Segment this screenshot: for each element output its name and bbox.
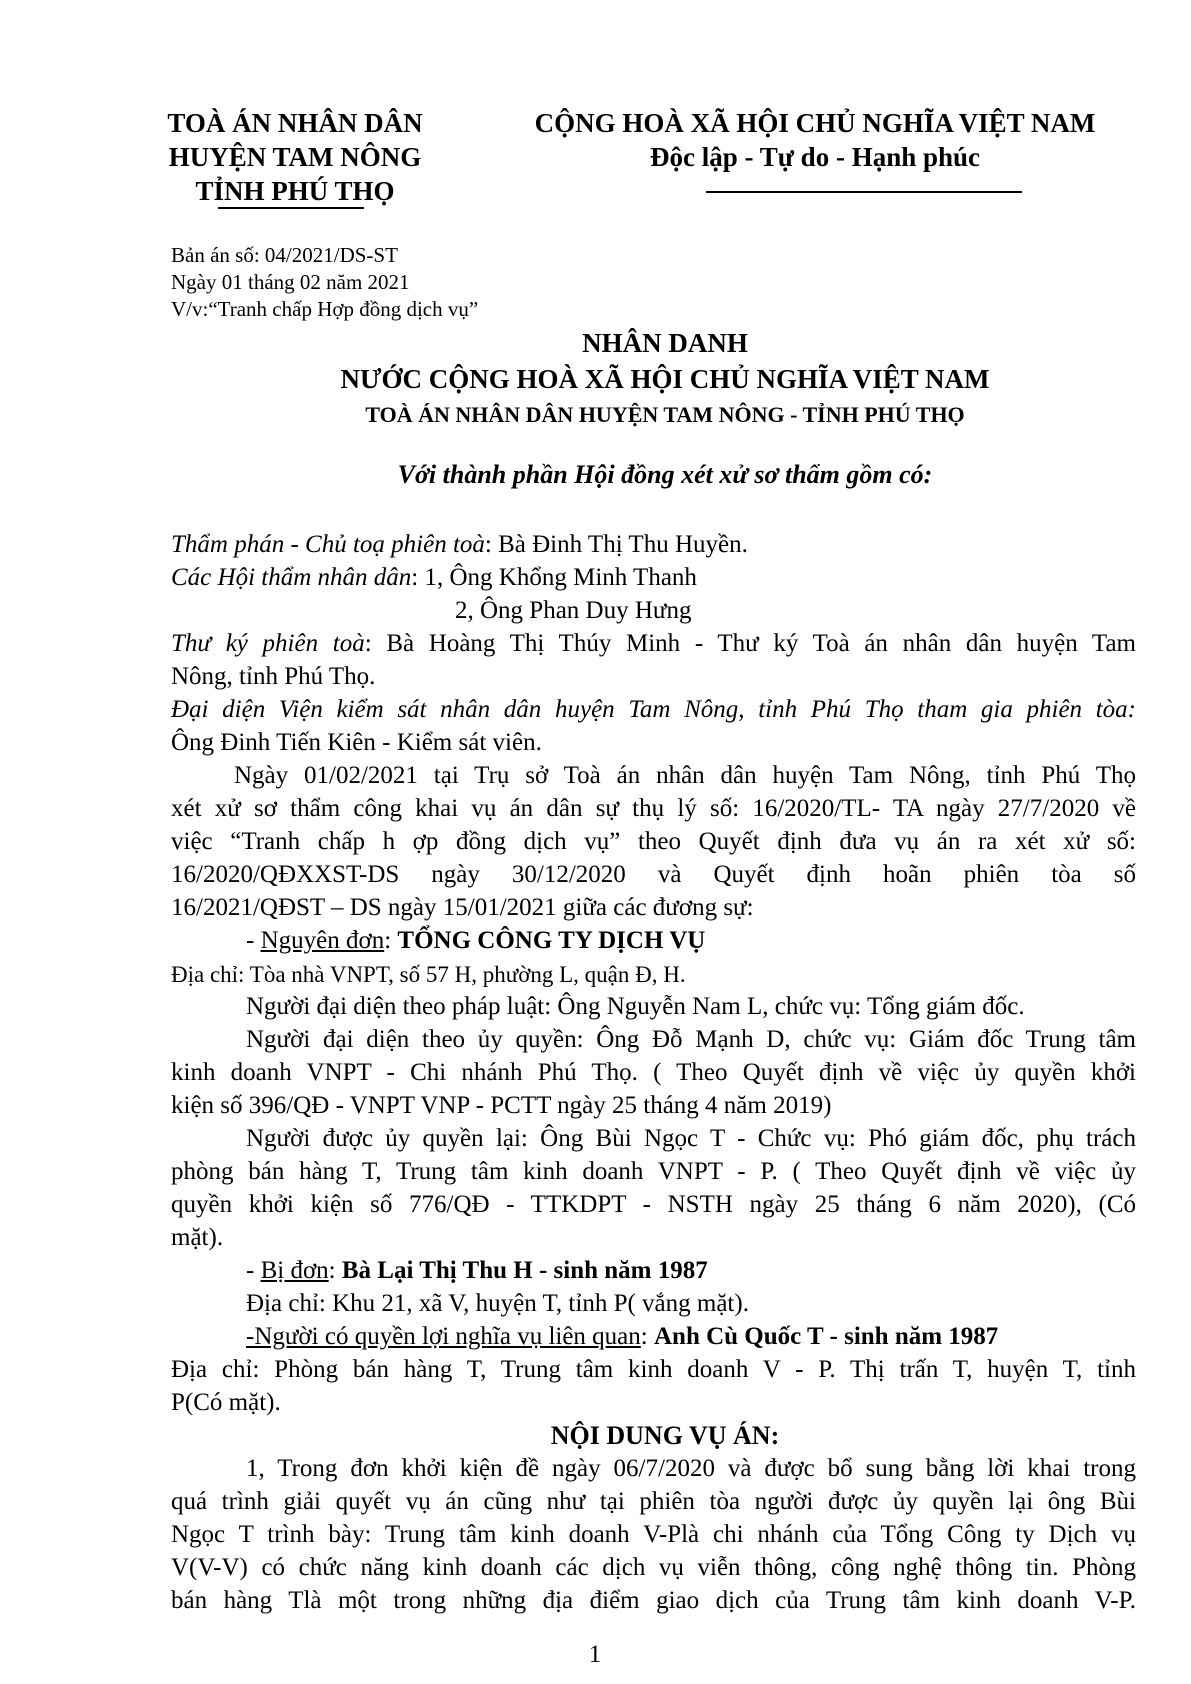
content-line-2: quá trình giải quyết vụ án cũng như tại phiên tòa người được ủy quyền lại ông Bùi	[171, 1488, 1136, 1515]
court-name-line3: TỈNH PHÚ THỌ	[195, 176, 395, 206]
case-subject: V/v:“Tranh chấp Hợp đồng dịch vụ”	[171, 297, 479, 321]
related-colon: :	[640, 1323, 654, 1350]
plaintiff-line	[246, 926, 705, 956]
judge-label: Thẩm phán - Chủ toạ phiên toà	[171, 531, 485, 558]
related-address-1: Địa chỉ: Phòng bán hàng T, Trung tâm kinh doanh V - P. Thị trấn T, huyện T, tỉnh	[171, 1356, 1136, 1383]
panel-heading: Với thành phần Hội đồng xét xử sơ thẩm gồm có:	[397, 460, 933, 489]
clerk-line-2: Nông, tỉnh Phú Thọ.	[171, 663, 376, 690]
content-heading: NỘI DUNG VỤ ÁN:	[550, 1421, 780, 1450]
related-line	[246, 1322, 998, 1352]
content-line-5: bán hàng Tlà một trong những địa điểm giao dịch của Trung tâm kinh doanh V-P.	[171, 1587, 1136, 1614]
plaintiff-reauth-2: phòng bán hàng T, Trung tâm kinh doanh VNPT - P. ( Theo Quyết định về việc ủy	[171, 1158, 1136, 1185]
intro-line-4: 16/2020/QĐXXST-DS ngày 30/12/2020 và Quyết định hoãn phiên tòa số	[171, 861, 1136, 888]
related-address-2: P(Có mặt).	[171, 1389, 281, 1416]
defendant-address: Địa chỉ: Khu 21, xã V, huyện T, tỉnh P( vắng mặt).	[246, 1290, 749, 1317]
plaintiff-dash: -	[246, 927, 261, 954]
defendant-colon: :	[328, 1257, 342, 1284]
defendant-dash: -	[246, 1257, 261, 1284]
defendant-label: Bị đơn	[260, 1257, 329, 1284]
clerk-label: Thư ký phiên toà	[171, 630, 365, 657]
plaintiff-reauth-4: mặt).	[171, 1224, 224, 1251]
judge-value: : Bà Đinh Thị Thu Huyền.	[484, 531, 748, 558]
defendant-name: Bà Lại Thị Thu H - sinh năm 1987	[341, 1257, 708, 1284]
related-label: -Người có quyền lợi nghĩa vụ liên quan	[246, 1323, 641, 1350]
judge-line	[171, 530, 748, 560]
page-number: 1	[588, 1641, 602, 1668]
clerk-value: : Bà Hoàng Thị Thúy Minh - Thư ký Toà án nhân dân huyện Tam	[364, 630, 1136, 657]
plaintiff-reauth-3: quyền khởi kiện số 776/QĐ - TTKDPT - NSTH ngày 25 tháng 6 năm 2020), (Có	[171, 1191, 1136, 1218]
content-line-4: V(V-V) có chức năng kinh doanh các dịch vụ viễn thông, công nghệ thông tin. Phòng	[171, 1554, 1136, 1581]
related-name: Anh Cù Quốc T - sinh năm 1987	[653, 1323, 999, 1350]
assessor-2: 2, Ông Phan Duy Hưng	[455, 597, 692, 624]
assessors-label: Các Hội thẩm nhân dân	[171, 564, 412, 591]
title-court: TOÀ ÁN NHÂN DÂN HUYỆN TAM NÔNG - TỈNH PHÚ THỌ	[365, 402, 965, 427]
defendant-line	[246, 1256, 708, 1286]
plaintiff-auth-rep-3: kiện số 396/QĐ - VNPT VNP - PCTT ngày 25 tháng 4 năm 2019)	[171, 1092, 832, 1119]
court-name-line1: TOÀ ÁN NHÂN DÂN	[167, 108, 423, 138]
assessors-line	[171, 563, 697, 593]
national-motto: Độc lập - Tự do - Hạnh phúc	[649, 142, 981, 172]
case-number: Bản án số: 04/2021/DS-ST	[171, 243, 398, 267]
intro-line-5: 16/2021/QĐST – DS ngày 15/01/2021 giữa các đương sự:	[171, 894, 754, 921]
clerk-line	[171, 629, 1136, 659]
title-nation: NƯỚC CỘNG HOÀ XÃ HỘI CHỦ NGHĨA VIỆT NAM	[340, 364, 990, 394]
plaintiff-colon: :	[384, 927, 398, 954]
assessor-1: : 1, Ông Khổng Minh Thanh	[411, 564, 697, 591]
content-line-1: 1, Trong đơn khởi kiện đề ngày 06/7/2020 và được bổ sung bằng lời khai trong	[246, 1455, 1136, 1482]
plaintiff-reauth-1: Người được ủy quyền lại: Ông Bùi Ngọc T - Chức vụ: Phó giám đốc, phụ trách	[246, 1125, 1136, 1152]
national-title: CỘNG HOÀ XÃ HỘI CHỦ NGHĨA VIỆT NAM	[534, 108, 1096, 138]
plaintiff-legal-rep: Người đại diện theo pháp luật: Ông Nguyễn Nam L, chức vụ: Tổng giám đốc.	[246, 993, 1025, 1020]
title-in-the-name: NHÂN DANH	[582, 328, 748, 358]
court-name-line2: HUYỆN TAM NÔNG	[168, 142, 422, 172]
plaintiff-address: Địa chỉ: Tòa nhà VNPT, số 57 H, phường L, quận Đ, H.	[171, 962, 686, 987]
plaintiff-label: Nguyên đơn	[260, 927, 385, 954]
content-line-3: Ngọc T trình bày: Trung tâm kinh doanh V-Plà chi nhánh của Tổng Công ty Dịch vụ	[171, 1521, 1136, 1548]
plaintiff-auth-rep-1: Người đại diện theo ủy quyền: Ông Đỗ Mạnh D, chức vụ: Giám đốc Trung tâm	[246, 1026, 1136, 1053]
procuracy-value: Ông Đinh Tiến Kiên - Kiểm sát viên.	[171, 729, 542, 756]
intro-line-1: Ngày 01/02/2021 tại Trụ sở Toà án nhân dân huyện Tam Nông, tỉnh Phú Thọ	[234, 762, 1136, 789]
plaintiff-auth-rep-2: kinh doanh VNPT - Chi nhánh Phú Thọ. ( Theo Quyết định về việc ủy quyền khởi	[171, 1059, 1136, 1086]
case-date: Ngày 01 tháng 02 năm 2021	[171, 270, 410, 294]
intro-line-2: xét xử sơ thẩm công khai vụ án dân sự thụ lý số: 16/2020/TL- TA ngày 27/7/2020 về	[171, 795, 1136, 822]
procuracy-label: Đại diện Viện kiểm sát nhân dân huyện Tam Nông, tỉnh Phú Thọ tham gia phiên tòa:	[171, 696, 1136, 723]
motto-underline	[706, 191, 1022, 193]
court-underline	[218, 207, 364, 209]
intro-line-3: việc “Tranh chấp h ợp đồng dịch vụ” theo Quyết định đưa vụ án ra xét xử số:	[171, 828, 1136, 855]
plaintiff-name: TỔNG CÔNG TY DỊCH VỤ	[397, 927, 706, 954]
